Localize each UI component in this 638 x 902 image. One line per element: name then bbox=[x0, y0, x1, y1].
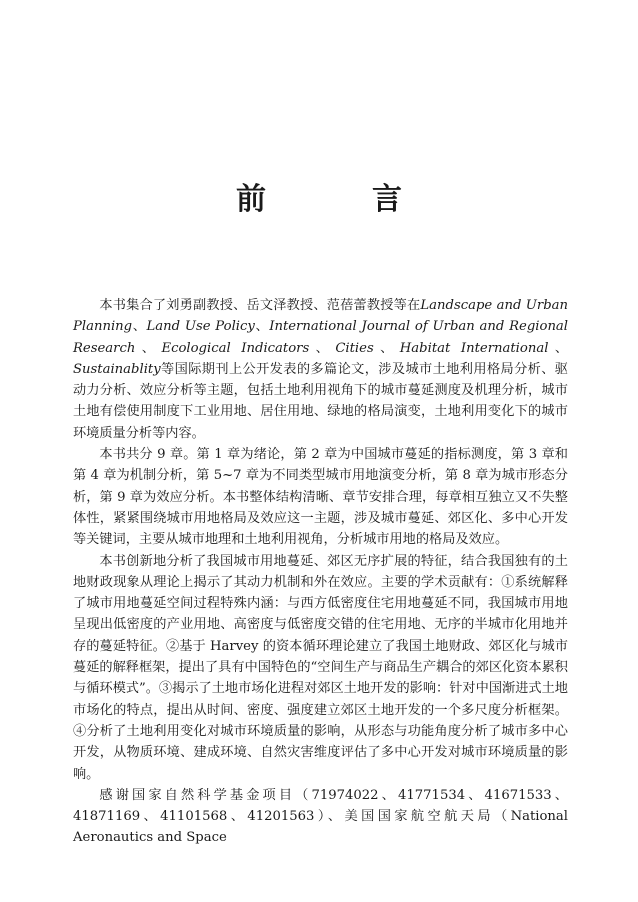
text-run: 等国际期刊上公开发表的多篇论文，涉及城市土地利用格局分析、驱动力分析、效应分析等主题，包括土地利用视角下的城市蔓延测度及机理分析，城市土地有偿使用制度下工业用地、居住用地、绿地的格局演变，土地利用变化下的城市环境质量分析等内容。 bbox=[73, 361, 568, 441]
text-run: 本书集合了刘勇副教授、岳文泽教授、范蓓蕾教授等在 bbox=[99, 298, 421, 313]
text-run: 、 bbox=[548, 340, 569, 356]
journal-name: Sustainablity bbox=[73, 361, 161, 377]
paragraph-3 bbox=[73, 551, 568, 785]
paragraph-1 bbox=[73, 295, 568, 444]
text-run: 本书创新地分析了我国城市用地蔓延、郊区无序扩展的特征，结合我国独有的土地财政现象从理论上揭示了其动力机制和外在效应。主要的学术贡献有：①系统解释了城市用地蔓延空间过程特殊内涵：与西方低密度住宅用地蔓延不同，我国城市用地呈现出低密度的产业用地、高密度与低密度交错的住宅用地、无序的半城市化用地并存的蔓延特征。②基于 Harvey 的资本循环理论建立了我国土地财政、郊区化与城市蔓延的解释框架，提出了具有中国特色的“空间生产与商品生产耦合的郊区化资本累积与循环模式”。③揭示了土地市场化进程对郊区土地开发的影响：针对中国渐进式土地市场化的特点，提出从时间、密度、强度建立郊区土地开发的一个多尺度分析框架。④分析了土地利用变化对城市环境质量的影响，从形态与功能角度分析了城市多中心开发，从物质环境、建成环境、自然灾害维度评估了多中心开发对城市环境质量的影响。 bbox=[73, 553, 568, 782]
paragraph-2 bbox=[73, 444, 568, 550]
page-title: 前 言 bbox=[236, 182, 440, 217]
journal-name: Land Use Policy bbox=[146, 319, 255, 335]
paragraph-4 bbox=[73, 785, 568, 849]
text-run: 感谢国家自然科学基金项目（71974022、41771534、41671533、41871169、41101568、41201563）、美国国家航空航天局（National Aeronautics and Space bbox=[73, 787, 568, 846]
text-run: 、 bbox=[132, 319, 147, 335]
journal-name: International Journal of Urban and Regional Research bbox=[73, 319, 569, 356]
text-run: 、 bbox=[135, 340, 162, 356]
journal-name: Cities bbox=[335, 340, 374, 356]
text-run: 、 bbox=[309, 340, 336, 356]
text-run: 本书共分 9 章。第 1 章为绪论，第 2 章为中国城市蔓延的指标测度，第 3 章和第 4 章为机制分析，第 5~7 章为不同类型城市用地演变分析，第 8 章为城市形态分析，第 9 章为效应分析。本书整体结构清晰、章节安排合理，每章相互独立又不失整体性，紧紧围绕城市用地格局及效应这一主题，涉及城市蔓延、郊区化、多中心开发等关键词，主要从城市地理和土地利用视角，分析城市用地的格局及效应。 bbox=[73, 447, 568, 548]
journal-name: Habitat International bbox=[399, 340, 549, 356]
text-run: 、 bbox=[373, 340, 400, 356]
text-run: 、 bbox=[254, 319, 270, 335]
journal-name: Landscape and Urban Planning bbox=[73, 298, 568, 335]
preface-body bbox=[73, 295, 568, 849]
journal-name: Ecological Indicators bbox=[161, 340, 310, 356]
